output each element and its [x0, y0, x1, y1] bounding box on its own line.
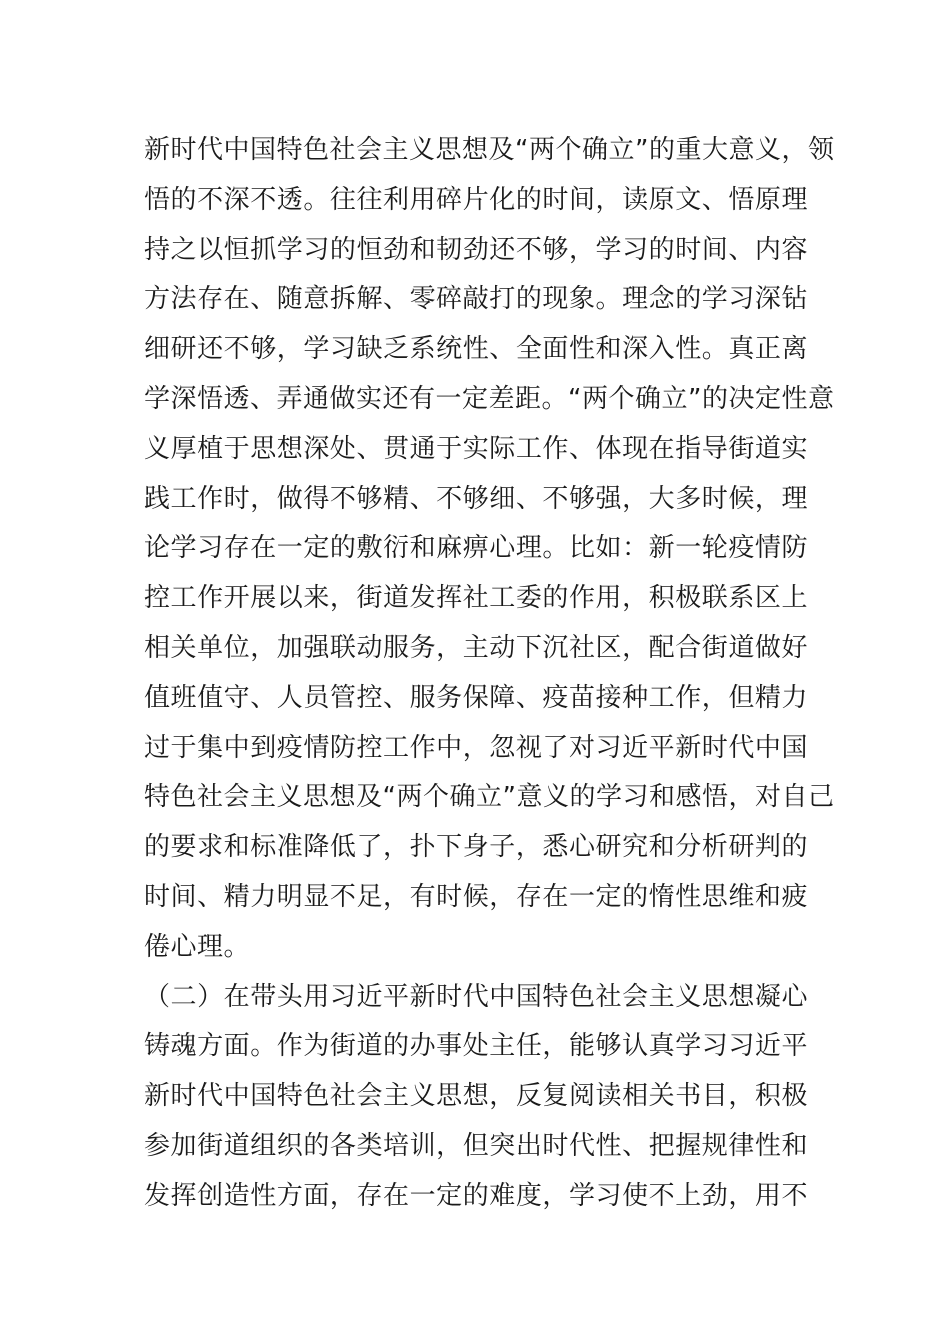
- text-line: 相关单位，加强联动服务，主动下沉社区，配合街道做好: [144, 632, 808, 663]
- text-line: 倦心理。: [144, 931, 251, 962]
- text-line: 铸魂方面。作为街道的办事处主任，能够认真学习习近平: [144, 1031, 808, 1062]
- text-line: 义厚植于思想深处、贯通于实际工作、体现在指导街道实: [144, 433, 808, 464]
- text-line: 时间、精力明显不足，有时候，存在一定的惰性思维和疲: [144, 881, 808, 912]
- text-line: 方法存在、随意拆解、零碎敲打的现象。理念的学习深钻: [144, 284, 808, 315]
- text-line: 值班值守、人员管控、服务保障、疫苗接种工作，但精力: [144, 682, 808, 713]
- text-line: 新时代中国特色社会主义思想，反复阅读相关书目，积极: [144, 1081, 808, 1112]
- text-line: 践工作时，做得不够精、不够细、不够强，大多时候，理: [144, 483, 808, 514]
- text-line: 细研还不够，学习缺乏系统性、全面性和深入性。真正离: [144, 334, 808, 365]
- body-text: [144, 126, 835, 1222]
- text-line: 特色社会主义思想及“两个确立”意义的学习和感悟，对自己: [144, 782, 835, 813]
- text-line: 过于集中到疫情防控工作中，忽视了对习近平新时代中国: [144, 732, 808, 763]
- text-line: 学深悟透、弄通做实还有一定差距。“两个确立”的决定性意: [144, 383, 835, 414]
- text-line: 控工作开展以来，街道发挥社工委的作用，积极联系区上: [144, 583, 808, 614]
- section-heading-line: （二）在带头用习近平新时代中国特色社会主义思想凝心: [144, 981, 808, 1012]
- text-line: 参加街道组织的各类培训，但突出时代性、把握规律性和: [144, 1130, 808, 1161]
- text-line: 持之以恒抓学习的恒劲和韧劲还不够，学习的时间、内容: [144, 234, 808, 265]
- text-line: 新时代中国特色社会主义思想及“两个确立”的重大意义，领: [144, 135, 835, 165]
- text-line: 发挥创造性方面，存在一定的难度，学习使不上劲，用不: [144, 1180, 808, 1211]
- text-line: 的要求和标准降低了，扑下身子，悉心研究和分析研判的: [144, 832, 808, 863]
- text-line: 悟的不深不透。往往利用碎片化的时间，读原文、悟原理: [144, 184, 808, 215]
- text-line: 论学习存在一定的敷衍和麻痹心理。比如：新一轮疫情防: [144, 533, 808, 564]
